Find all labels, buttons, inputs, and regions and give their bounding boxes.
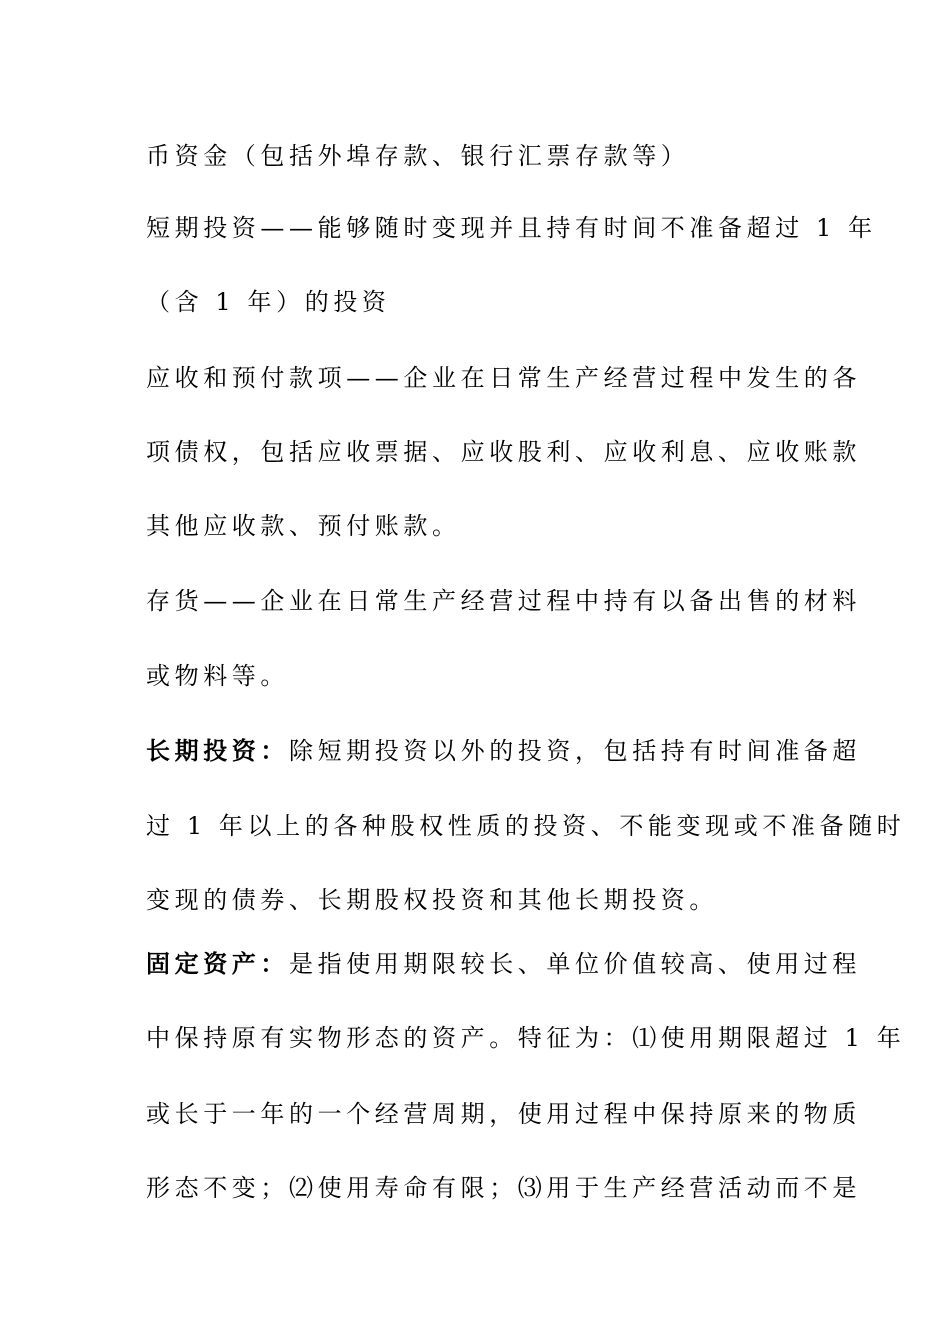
- text-line-8: [146, 660, 816, 692]
- term-heading: 固定资产：: [146, 949, 289, 978]
- line-text: 存货——企业在日常生产经营过程中持有以备出售的材料: [146, 587, 861, 615]
- text-line-4: [146, 362, 861, 394]
- text-line-6: [146, 510, 816, 542]
- text-line-5: [146, 436, 861, 468]
- line-text: 币资金（包括外埠存款、银行汇票存款等）: [146, 142, 690, 170]
- line-text: 或物料等。: [146, 662, 289, 690]
- text-line-13: [146, 1022, 906, 1054]
- line-text: 是指使用期限较长、单位价值较高、使用过程: [289, 950, 861, 978]
- text-line-9: [146, 735, 861, 767]
- text-line-12: [146, 948, 861, 980]
- text-line-10: [146, 810, 906, 842]
- text-line-14: [146, 1098, 861, 1130]
- text-line-1: [146, 140, 816, 172]
- text-line-3: [146, 286, 816, 318]
- line-text: 变现的债券、长期股权投资和其他长期投资。: [146, 886, 718, 914]
- line-text: 除短期投资以外的投资，包括持有时间准备超: [289, 737, 861, 765]
- term-heading: 长期投资：: [146, 736, 289, 765]
- line-text: 其他应收款、预付账款。: [146, 512, 461, 540]
- line-text: （含 1 年）的投资: [146, 288, 391, 316]
- line-text: 应收和预付款项——企业在日常生产经营过程中发生的各: [146, 364, 861, 392]
- line-text: 中保持原有实物形态的资产。特征为：⑴使用期限超过 1 年: [146, 1024, 906, 1052]
- text-line-11: [146, 884, 816, 916]
- line-text: 短期投资——能够随时变现并且持有时间不准备超过 1 年: [146, 214, 877, 242]
- text-line-15: [146, 1172, 861, 1204]
- text-line-7: [146, 585, 861, 617]
- line-text: 或长于一年的一个经营周期，使用过程中保持原来的物质: [146, 1100, 861, 1128]
- line-text: 过 1 年以上的各种股权性质的投资、不能变现或不准备随时: [146, 812, 906, 840]
- text-line-2: [146, 212, 877, 244]
- line-text: 形态不变；⑵使用寿命有限；⑶用于生产经营活动而不是: [146, 1174, 861, 1202]
- line-text: 项债权，包括应收票据、应收股利、应收利息、应收账款: [146, 438, 861, 466]
